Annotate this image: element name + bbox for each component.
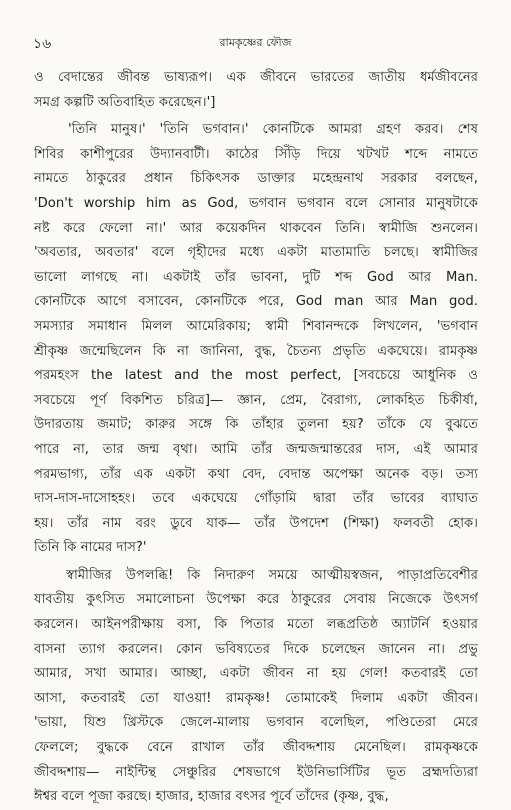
page-header xyxy=(0,32,511,52)
text-line: 'অবতার, অবতার' বলে গৃহীদের মধ্যে একটা মাতামাতি চলছে। স্বামীজির xyxy=(34,245,478,261)
text-line: ভালো লাগছে না। একটাই তাঁর ভাবনা, দুটি শব্দ God আর Man. xyxy=(34,269,478,285)
text-line: ফেললে; বুদ্ধকে বেনে রাখাল তাঁর জীবদ্দশায় মেনেছিল। রামকৃষ্ণকে xyxy=(34,740,478,756)
text-line: নামতে ঠাকুরের প্রধান চিকিৎসক ডাক্তার মহেন্দ্রনাথ সরকার বলছেন, xyxy=(34,171,478,187)
text-line: দাস-দাস-দাসোহহং। তবে একঘেয়ে গোঁড়ামি দ্বারা তাঁর ভাবের ব্যাঘাত xyxy=(34,491,478,507)
paragraph xyxy=(34,564,478,810)
text-line: শ্রীকৃষ্ণ জন্মেছিলেন কি না জানিনা, বুদ্ধ, চৈতন্য প্রভৃতি একঘেয়ে। রামকৃষ্ণ xyxy=(34,343,478,359)
paragraph xyxy=(34,66,478,115)
text-line: ও বেদান্তের জীবন্ত ভাষ্যরূপ। এক জীবনে ভারতের জাতীয় ধর্মজীবনের xyxy=(34,70,478,85)
text-line: জীবদ্দশায়— নাইন্টিন্থ সেঞ্চুরির শেষভাগে ইউনিভার্সিটির ভূত ব্রহ্মদত্যিরা xyxy=(34,764,478,780)
text-line: 'তিনি মানুষ।' 'তিনি ভগবান।' কোনটিকে আমরা গ্রহণ করব। শেষ xyxy=(68,122,478,138)
text-line: স্বামীজির উপলব্ধি! কি নিদারুণ সময়ে আত্মীয়স্বজন, পাড়াপ্রতিবেশীর xyxy=(66,567,478,583)
text-line: 'ভায়া, যিশু খ্রিস্টকে জেলে-মালায় ভগবান বলেছিল, পণ্ডিতেরা মেরে xyxy=(34,715,478,731)
text-line: পারে না, তার জন্ম বৃথা। আমি তাঁর জন্মজন্মান্তরের দাস, এই আমার xyxy=(34,441,478,457)
text-line: পরমহংস the latest and the most perfect, [সবচেয়ে আধুনিক ও xyxy=(34,368,478,384)
text-line: সবচেয়ে পূর্ণ বিকশিত চরিত্র]— জ্ঞান, প্রেম, বৈরাগ্য, লোকহিত চিকীর্ষা, xyxy=(34,392,478,408)
text-line: আমার, সখা আমার। আচ্ছা, একটা জীবন না হয় গেল! কতবারই তো xyxy=(34,666,478,682)
text-line: ঈশ্বর বলে পূজা করছে। হাজার, হাজার বৎসর পূর্বে তাঁদের (কৃষ্ণ, বুদ্ধ, xyxy=(34,789,389,805)
text-line: পরমভাগ্য, তাঁর এক একটা কথা বেদ, বেদান্ত অপেক্ষা অনেক বড়। তস্য xyxy=(34,466,478,482)
text-line: বাসনা ত্যাগ করলেন। কোন ভবিষ্যতের দিকে চলেছেন জানেন না। প্রভু xyxy=(34,641,478,657)
text-line: নষ্ট করে ফেলো না।' আর কয়েকদিন থাকবেন তিনি। স্বামীজি শুনলেন। xyxy=(34,220,478,236)
text-line: উদারতায় জমাট; কারুর সঙ্গে কি তাঁহার তুলনা হয়? তাঁকে যে বুঝতে xyxy=(34,417,478,433)
paragraph xyxy=(34,118,478,561)
text-line: সমস্যার সমাধান মিলল আমেরিকায়; স্বামী শিবানন্দকে লিখলেন, 'ভগবান xyxy=(34,318,478,334)
text-line: তিনি কি নামের দাস?' xyxy=(34,540,147,556)
text-line: হয়। তাঁর নাম বরং ডুবে যাক— তাঁর উপদেশ (শিক্ষা) ফলবতী হোক। xyxy=(34,515,478,531)
body-text xyxy=(34,66,478,810)
running-head: রামকৃষ্ণের ফৌজ xyxy=(219,36,292,49)
text-line: করলেন। আইনপরীক্ষায় বসা, কি পিতার মতো লব্ধপ্রতিষ্ঠ অ্যাটর্নি হওয়ার xyxy=(34,617,478,633)
text-line: আসা, কতবারই তো যাওয়া! রামকৃষ্ণ! তোমাকেই দিলাম একটা জীবন। xyxy=(34,690,478,706)
page-number: ১৬ xyxy=(33,36,52,52)
text-line: 'Don't worship him as God, ভগবান ভগবান বলে সোনার মানুষটাকে xyxy=(34,195,478,211)
text-line: কোনটিকে আগে বসাবেন, কোনটিকে পরে, God man আর Man god. xyxy=(34,294,478,310)
text-line: শিবির কাশীপুরের উদ্যানবাটী। কাঠের সিঁড়ি দিয়ে খটখট শব্দে নামতে xyxy=(34,146,478,162)
text-line: যাবতীয় কুৎসিত সমালোচনা উপেক্ষা করে ঠাকুরের সেবায় নিজেকে উৎসর্গ xyxy=(34,592,478,608)
text-line: সমগ্র কল্পটি অতিবাহিত করেছেন।'] xyxy=(34,94,216,110)
